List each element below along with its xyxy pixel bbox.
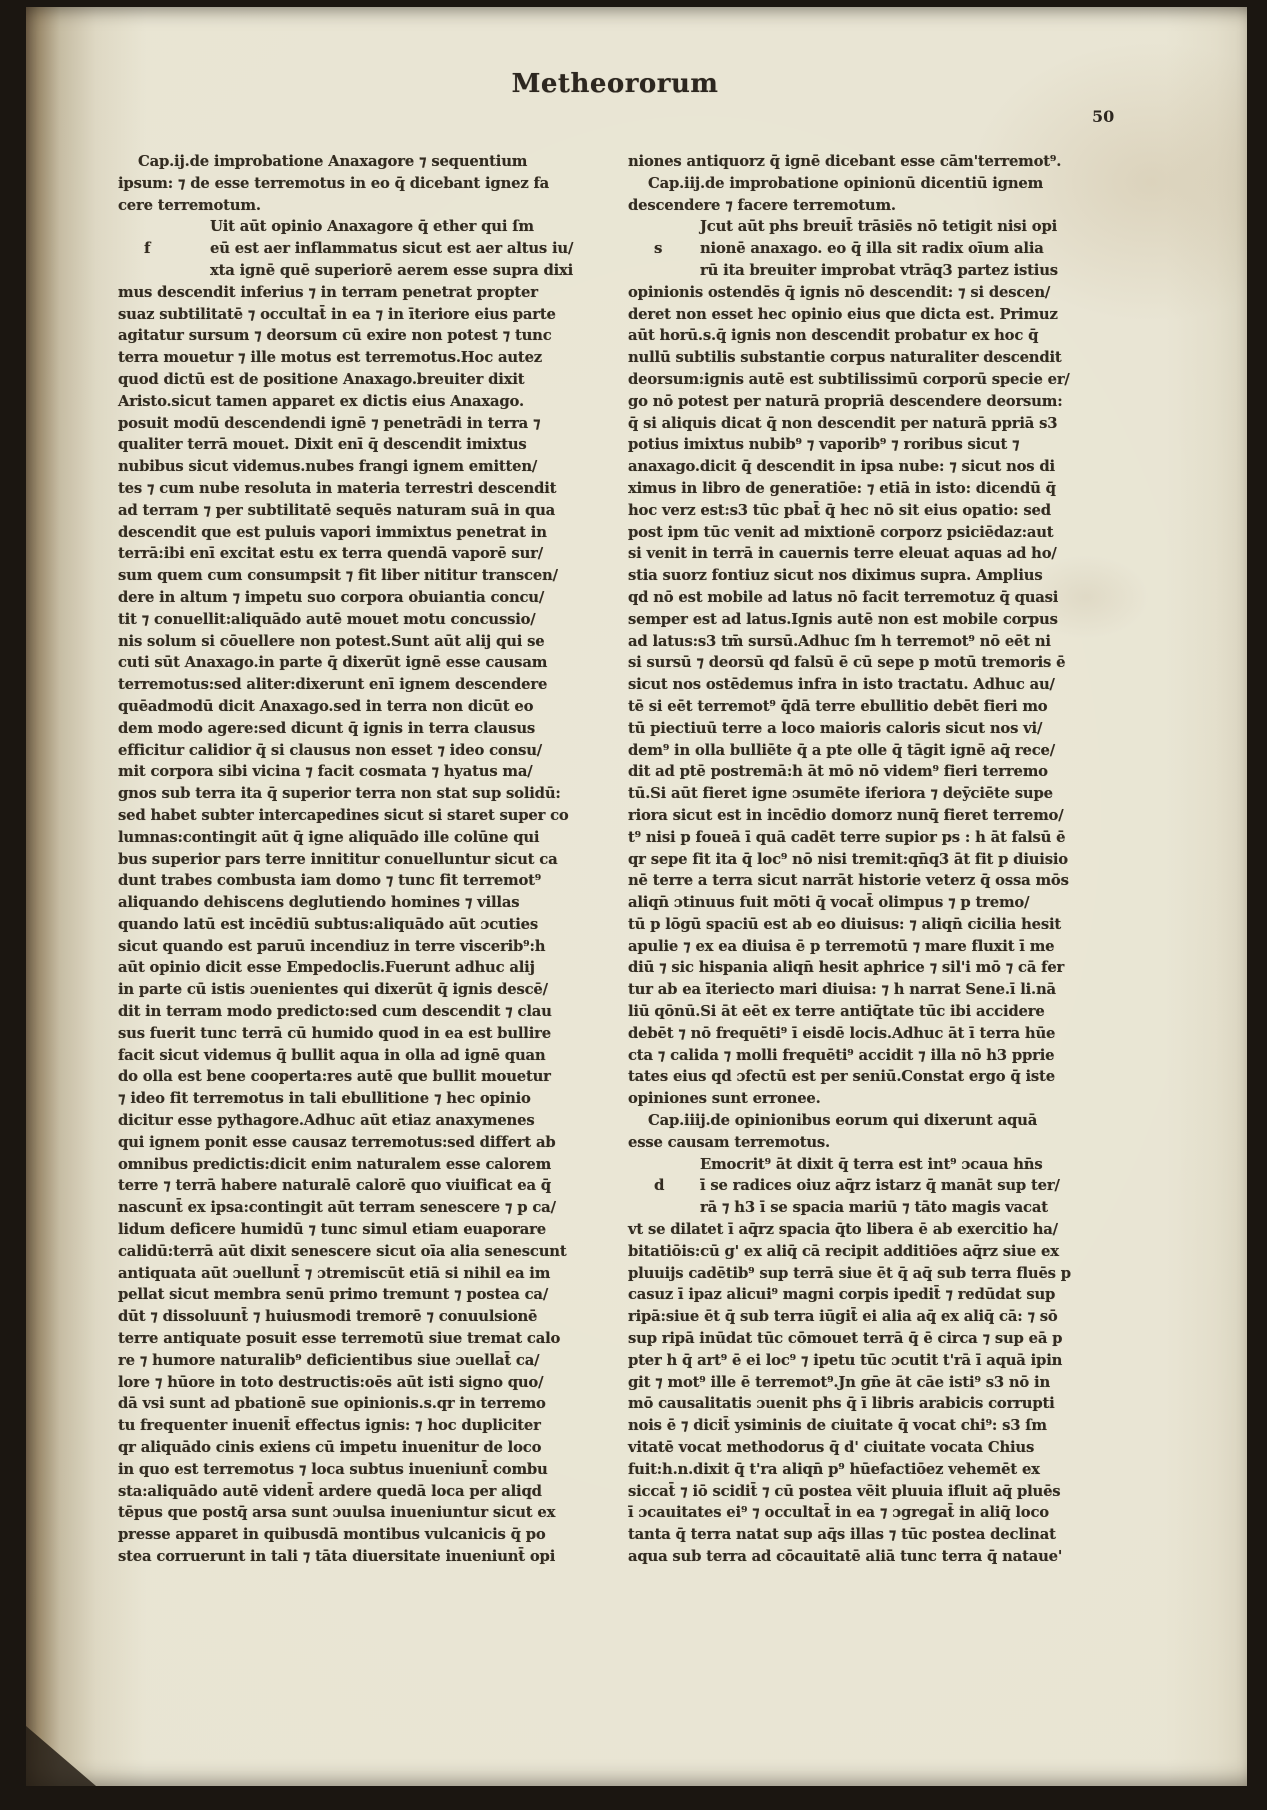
line-text: lumnas:contingit aūt q̄ igne aliquādo ille colūne qui xyxy=(118,828,540,846)
line-text: dit ad ptē postremā:h āt mō nō videm⁹ fieri terremo xyxy=(628,763,1048,781)
text-line xyxy=(118,979,580,1001)
line-text: lore ⁊ hūore in toto destructis:oēs aūt isti signo quo/ xyxy=(118,1373,544,1391)
line-text: re ⁊ humore naturalib⁹ deficientibus siue ɔuellat̄ ca/ xyxy=(118,1351,540,1369)
initial-guide-letter: d xyxy=(654,1176,665,1195)
line-text: dem⁹ in olla bulliēte q̄ a pte olle q̄ tāgit ignē aq̄ rece/ xyxy=(628,741,1055,759)
text-line xyxy=(118,216,580,238)
text-line xyxy=(628,434,1076,456)
text-line xyxy=(118,1393,580,1415)
text-line xyxy=(628,1219,1076,1241)
line-text: facit sicut videmus q̄ bullit aqua in olla ad ignē quan xyxy=(118,1046,546,1064)
line-text: tē si eēt terremot⁹ q̄dā terre ebullitio debēt fieri mo xyxy=(628,697,1048,715)
line-text: dā vsi sunt ad pbationē sue opinionis.s.qr in terremo xyxy=(118,1395,546,1413)
line-text: tur ab ea īteriecto mari diuisa: ⁊ h narrat Sene.ī li.nā xyxy=(628,981,1056,999)
text-line xyxy=(628,696,1076,718)
line-text: quod dictū est de positione Anaxago.breuiter dixit xyxy=(118,370,525,388)
text-line xyxy=(118,740,580,762)
text-line xyxy=(118,260,580,282)
line-text: mō causalitatis ɔuenit phs q̄ ī libris arabicis corrupti xyxy=(628,1395,1055,1413)
text-line xyxy=(628,936,1076,958)
line-text: esse causam terremotus. xyxy=(628,1133,830,1151)
text-line xyxy=(628,870,1076,892)
folio-number: 50 xyxy=(1092,107,1115,126)
line-text: sup ripā inūdat tūc cōmouet terrā q̄ ē circa ⁊ sup eā p xyxy=(628,1330,1063,1348)
line-text: terre antiquate posuit esse terremotū siue tremat calo xyxy=(118,1330,561,1348)
line-text: tit ⁊ conuellit:aliquādo autē mouet motu concussio/ xyxy=(118,610,536,628)
text-line xyxy=(118,674,580,696)
line-text: si venit in terrā in cauernis terre eleuat aquas ad ho/ xyxy=(628,545,1057,563)
line-text: qr aliquādo cinis exiens cū impetu inuenitur de loco xyxy=(118,1439,542,1457)
text-line xyxy=(118,1459,580,1481)
line-text: ad latus:s3 tm̄ sursū.Adhuc ſm h terremot⁹ nō eēt ni xyxy=(628,632,1051,650)
line-text: terremotus:sed aliter:dixerunt enī ignem descendere xyxy=(118,676,548,694)
line-text: tates eius qd ɔfectū est per seniū.Constat ergo q̄ iste xyxy=(628,1068,1055,1086)
text-line xyxy=(118,151,580,173)
text-line xyxy=(118,870,580,892)
line-text: antiquata aūt ɔuellunt̄ ⁊ ɔtremiscūt etiā si nihil ea im xyxy=(118,1264,551,1282)
text-line xyxy=(628,1045,1076,1067)
text-line xyxy=(628,1459,1076,1481)
line-text: ī se radices oiuz aq̄rz istarz q̄ manāt sup ter/ xyxy=(700,1177,1060,1195)
text-line xyxy=(118,1502,580,1524)
line-text: cere terremotum. xyxy=(118,196,261,214)
line-text: ⁊ ideo fit terremotus in tali ebullitione ⁊ hec opinio xyxy=(118,1090,531,1108)
line-text: dem modo agere:sed dicunt q̄ ignis in terra clausus xyxy=(118,719,536,737)
text-line xyxy=(628,805,1076,827)
text-line xyxy=(118,1437,580,1459)
line-text: Cap.iij.de improbatione opinionū dicentiū ignem xyxy=(648,174,1044,192)
text-line xyxy=(628,631,1076,653)
text-line xyxy=(118,522,580,544)
line-text: suaz subtilitatē ⁊ occultat̄ in ea ⁊ in īteriore eius parte xyxy=(118,305,556,323)
text-line xyxy=(628,827,1076,849)
text-line xyxy=(628,1306,1076,1328)
line-text: nionē anaxago. eo q̄ illa sit radix oīum alia xyxy=(700,240,1044,258)
line-text: nis solum si cōuellere non potest.Sunt aūt alij qui se xyxy=(118,632,545,650)
line-text: liū qōnū.Si āt eēt ex terre antiq̄tate tūc ibi accidere xyxy=(628,1003,1045,1021)
line-text: rū ita breuiter improbat vtrāq3 partez istius xyxy=(700,261,1058,279)
line-text: qd nō est mobile ad latus nō facit terremotuz q̄ quasi xyxy=(628,588,1059,606)
line-text: anaxago.dicit q̄ descendit in ipsa nube: ⁊ sicut nos di xyxy=(628,458,1055,476)
text-line xyxy=(628,500,1076,522)
line-text: opiniones sunt erronee. xyxy=(628,1090,821,1108)
text-line xyxy=(628,543,1076,565)
text-line xyxy=(118,1066,580,1088)
text-line xyxy=(628,216,1076,238)
text-line xyxy=(118,609,580,631)
text-line xyxy=(628,325,1076,347)
text-line xyxy=(628,718,1076,740)
text-line xyxy=(628,761,1076,783)
line-text: qui ignem ponit esse causaz terremotus:sed differt ab xyxy=(118,1133,556,1151)
line-text: nubibus sicut videmus.nubes frangi ignem emitten/ xyxy=(118,458,538,476)
line-text: go nō potest per naturā propriā descendere deorsum: xyxy=(628,392,1063,410)
text-line xyxy=(118,1241,580,1263)
text-line xyxy=(118,1481,580,1503)
line-text: deorsum:ignis autē est subtilissimū corporū specie er/ xyxy=(628,370,1070,388)
line-text: sum quem cum consumpsit ⁊ fit liber nititur transcen/ xyxy=(118,567,558,585)
text-line xyxy=(118,1219,580,1241)
text-line xyxy=(118,1132,580,1154)
text-line xyxy=(118,805,580,827)
line-text: aūt opinio dicit esse Empedoclis.Fuerunt adhuc alij xyxy=(118,959,535,977)
line-text: qualiter terrā mouet. Dixit enī q̄ descendit imixtus xyxy=(118,436,527,454)
line-text: ximus in libro de generatiōe: ⁊ etiā in isto: dicendū q̄ xyxy=(628,479,1056,497)
line-text: tū.Si aūt fieret igne ɔsumēte iferiora ⁊ deȳciēte supe xyxy=(628,785,1053,803)
text-line xyxy=(628,260,1076,282)
text-line xyxy=(118,1023,580,1045)
line-text: git ⁊ mot⁹ ille ē terremot⁹.Jn gn̄e āt cāe isti⁹ s3 nō in xyxy=(628,1373,1051,1391)
initial-guide-letter: s xyxy=(654,239,663,258)
line-text: dunt trabes combusta iam domo ⁊ tunc fit terremot⁹ xyxy=(118,872,542,890)
text-line xyxy=(628,238,1076,260)
line-text: tēpus que postq̄ arsa sunt ɔuulsa inueniuntur sicut ex xyxy=(118,1504,556,1522)
line-text: hoc verz est:s3 tūc pbat̄ q̄ hec nō sit eius opatio: sed xyxy=(628,501,1051,519)
line-text: opinionis ostendēs q̄ ignis nō descendit: ⁊ si descen/ xyxy=(628,283,1051,301)
text-line xyxy=(118,718,580,740)
line-text: omnibus predictis:dicit enim naturalem esse calorem xyxy=(118,1155,552,1173)
text-line xyxy=(628,391,1076,413)
line-text: aqua sub terra ad cōcauitatē aliā tunc terra q̄ nataue' xyxy=(628,1548,1063,1565)
text-line xyxy=(628,1481,1076,1503)
text-line xyxy=(118,500,580,522)
line-text: do olla est bene cooperta:res autē que bullit mouetur xyxy=(118,1068,551,1086)
text-line xyxy=(118,478,580,500)
line-text: quēadmodū dicit Anaxago.sed in terra non dicūt eo xyxy=(118,697,534,715)
text-line xyxy=(118,1110,580,1132)
text-line xyxy=(628,304,1076,326)
text-line xyxy=(118,1524,580,1546)
line-text: nē terre a terra sicut narrāt historie veterz q̄ ossa mōs xyxy=(628,872,1069,890)
text-line xyxy=(628,195,1076,217)
line-text: ripā:siue ēt q̄ sub terra iūgit̄ ei alia aq̄ ex aliq̄ cā: ⁊ sō xyxy=(628,1308,1058,1326)
text-line xyxy=(628,1546,1076,1568)
line-text: Cap.ij.de improbatione Anaxagore ⁊ sequentium xyxy=(138,153,528,170)
line-text: cta ⁊ calida ⁊ molli frequēti⁹ accidit ⁊ illa nō h3 pprie xyxy=(628,1046,1055,1064)
text-line xyxy=(628,1088,1076,1110)
line-text: dūt ⁊ dissoluunt̄ ⁊ huiusmodi tremorē ⁊ conuulsionē xyxy=(118,1308,538,1326)
book-page xyxy=(26,7,1247,1786)
line-text: aūt horū.s.q̄ ignis non descendit probatur ex hoc q̄ xyxy=(628,327,1039,345)
text-line xyxy=(118,391,580,413)
text-line xyxy=(118,369,580,391)
line-text: sus fuerit tunc terrā cū humido quod in ea est bullire xyxy=(118,1024,551,1042)
text-line xyxy=(118,936,580,958)
text-line xyxy=(118,543,580,565)
text-line xyxy=(118,957,580,979)
line-text: Aristo.sicut tamen apparet ex dictis eius Anaxago. xyxy=(118,392,524,410)
line-text: pluuijs cadētib⁹ sup terrā siue ēt q̄ aq̄ sub terra fluēs p xyxy=(628,1264,1071,1282)
text-column-right xyxy=(628,151,1076,1568)
line-text: dicitur esse pythagore.Adhuc aūt etiaz anaxymenes xyxy=(118,1112,535,1130)
text-line xyxy=(628,957,1076,979)
line-text: mus descendit inferius ⁊ in terram penetrat propter xyxy=(118,283,538,301)
line-text: deret non esset hec opinio eius que dicta est. Primuz xyxy=(628,305,1058,323)
text-line xyxy=(628,151,1076,173)
text-line xyxy=(628,1524,1076,1546)
text-line xyxy=(118,565,580,587)
text-line xyxy=(118,1263,580,1285)
text-line xyxy=(118,238,580,260)
line-text: terrā:ibi enī excitat estu ex terra quendā vaporē sur/ xyxy=(118,545,543,563)
text-line xyxy=(118,892,580,914)
text-line xyxy=(628,1372,1076,1394)
line-text: ī ɔcauitates ei⁹ ⁊ occultat̄ in ea ⁊ ɔgregat̄ in aliq̄ loco xyxy=(628,1504,1049,1522)
line-text: sta:aliquādo autē vident̄ ardere quedā loca per aliqd xyxy=(118,1482,542,1500)
text-line xyxy=(628,1502,1076,1524)
text-line xyxy=(628,1066,1076,1088)
line-text: quando latū est incēdiū subtus:aliquādo aūt ɔcuties xyxy=(118,915,539,933)
text-line xyxy=(628,1437,1076,1459)
line-text: nullū subtilis substantie corpus naturaliter descendit xyxy=(628,349,1062,367)
line-text: dere in altum ⁊ impetu suo corpora obuiantia concu/ xyxy=(118,588,545,606)
text-line xyxy=(628,1110,1076,1132)
line-text: gnos sub terra ita q̄ superior terra non stat sup solidū: xyxy=(118,785,561,803)
text-line xyxy=(118,1154,580,1176)
line-text: post ipm tūc venit ad mixtionē corporz psiciēdaz:aut xyxy=(628,523,1054,541)
text-column-left xyxy=(118,151,580,1568)
text-line xyxy=(628,674,1076,696)
line-text: tes ⁊ cum nube resoluta in materia terrestri descendit xyxy=(118,479,557,497)
text-line xyxy=(628,413,1076,435)
text-line xyxy=(118,1197,580,1219)
line-text: cuti sūt Anaxago.in parte q̄ dixerūt ignē esse causam xyxy=(118,654,548,672)
text-line xyxy=(118,849,580,871)
text-line xyxy=(628,609,1076,631)
text-line xyxy=(628,1001,1076,1023)
text-line xyxy=(118,914,580,936)
line-text: Uit aūt opinio Anaxagore q̄ ether qui ſm xyxy=(210,218,534,236)
line-text: pellat sicut membra senū primo tremunt ⁊ postea ca/ xyxy=(118,1286,549,1304)
line-text: nois ē ⁊ dicit̄ ysiminis de ciuitate q̄ vocat chi⁹: s3 ſm xyxy=(628,1417,1047,1435)
line-text: lidum deficere humidū ⁊ tunc simul etiam euaporare xyxy=(118,1221,546,1239)
line-text: q̄ si aliquis dicat q̄ non descendit per naturā ppriā s3 xyxy=(628,414,1058,432)
text-line xyxy=(118,1001,580,1023)
line-text: debēt ⁊ nō frequēti⁹ ī eisdē locis.Adhuc āt ī terra hūe xyxy=(628,1024,1056,1042)
line-text: descendit que est puluis vapori immixtus penetrat in xyxy=(118,523,547,541)
line-text: tanta q̄ terra natat sup aq̄s illas ⁊ tūc postea declinat xyxy=(628,1526,1056,1544)
text-line xyxy=(628,1154,1076,1176)
line-text: bus superior pars terre innititur conuelluntur sicut ca xyxy=(118,850,558,868)
line-text: rā ⁊ h3 ī se spacia mariū ⁊ tāto magis vacat xyxy=(700,1199,1048,1217)
text-line xyxy=(118,652,580,674)
line-text: stea corruerunt in tali ⁊ tāta diuersitate inueniunt̄ opi xyxy=(118,1548,556,1565)
line-text: posuit modū descendendi ignē ⁊ penetrādi in terra ⁊ xyxy=(118,414,541,432)
text-line xyxy=(118,827,580,849)
text-line xyxy=(628,1350,1076,1372)
line-text: Cap.iiij.de opinionibus eorum qui dixerunt aquā xyxy=(648,1112,1038,1130)
initial-guide-letter: f xyxy=(144,239,151,258)
text-line xyxy=(118,1372,580,1394)
text-line xyxy=(628,979,1076,1001)
line-text: riora sicut est in incēdio domorz nunq̄ fieret terremo/ xyxy=(628,806,1064,824)
text-line xyxy=(628,1023,1076,1045)
text-line xyxy=(628,849,1076,871)
text-line xyxy=(628,1415,1076,1437)
text-line xyxy=(118,1284,580,1306)
text-line xyxy=(628,522,1076,544)
text-line xyxy=(628,565,1076,587)
line-text: tu frequenter inuenit̄ effectus ignis: ⁊ hoc dupliciter xyxy=(118,1417,541,1435)
line-text: efficitur calidior q̄ si clausus non esset ⁊ ideo consu/ xyxy=(118,741,542,759)
text-line xyxy=(118,304,580,326)
text-line xyxy=(628,1175,1076,1197)
text-line xyxy=(118,173,580,195)
line-text: pter h q̄ art⁹ ē ei loc⁹ ⁊ ipetu tūc ɔcutit t'rā ī aquā ipin xyxy=(628,1351,1063,1369)
line-text: semper est ad latus.Ignis autē non est mobile corpus xyxy=(628,610,1058,628)
line-text: casuz ī ipaz alicui⁹ magni corpis ipedit̄ ⁊ redūdat sup xyxy=(628,1286,1056,1304)
text-line xyxy=(118,696,580,718)
text-line xyxy=(118,282,580,304)
line-text: aliquando dehiscens deglutiendo homines ⁊ villas xyxy=(118,894,520,912)
text-line xyxy=(628,282,1076,304)
line-text: terra mouetur ⁊ ille motus est terremotus.Hoc autez xyxy=(118,349,542,367)
running-head: Metheororum xyxy=(511,69,719,99)
text-line xyxy=(118,783,580,805)
line-text: diū ⁊ sic hispania aliqn̄ hesit aphrice ⁊ sil'i mō ⁊ cā fer xyxy=(628,959,1065,977)
line-text: Emocrit⁹ āt dixit q̄ terra est int⁹ ɔcaua hn̄s xyxy=(700,1155,1043,1173)
text-line xyxy=(118,1328,580,1350)
text-line xyxy=(118,1546,580,1568)
text-line xyxy=(118,1088,580,1110)
text-line xyxy=(628,1263,1076,1285)
text-line xyxy=(628,369,1076,391)
line-text: agitatur sursum ⁊ deorsum cū exire non potest ⁊ tunc xyxy=(118,327,552,345)
line-text: nascunt̄ ex ipsa:contingit aūt terram senescere ⁊ p ca/ xyxy=(118,1199,556,1217)
text-line xyxy=(118,1175,580,1197)
text-line xyxy=(628,1197,1076,1219)
text-line xyxy=(118,456,580,478)
text-line xyxy=(628,456,1076,478)
text-line xyxy=(118,1045,580,1067)
line-text: tū piectiuū terre a loco maioris caloris sicut nos vi/ xyxy=(628,719,1043,737)
line-text: potius imixtus nubib⁹ ⁊ vaporib⁹ ⁊ roribus sicut ⁊ xyxy=(628,436,1020,454)
line-text: sed habet subter intercapedines sicut si staret super co xyxy=(118,806,569,824)
text-line xyxy=(628,1284,1076,1306)
line-text: xta ignē quē superiorē aerem esse supra dixi xyxy=(210,261,574,279)
text-line xyxy=(628,1241,1076,1263)
text-line xyxy=(118,434,580,456)
line-text: calidū:terrā aūt dixit senescere sicut oīa alia senescunt xyxy=(118,1242,567,1260)
line-text: ipsum: ⁊ de esse terremotus in eo q̄ dicebant ignez fa xyxy=(118,174,550,192)
line-text: aliqn̄ ɔtinuus fuit mōti q̄ vocat̄ olimpus ⁊ p tremo/ xyxy=(628,894,1030,912)
text-line xyxy=(628,1393,1076,1415)
line-text: si sursū ⁊ deorsū qd falsū ē cū sepe p motū tremoris ē xyxy=(628,654,1066,672)
line-text: terre ⁊ terrā habere naturalē calorē quo viuificat ea q̄ xyxy=(118,1177,551,1195)
line-text: t⁹ nisi p foueā ī quā cadēt terre supior ps : h āt falsū ē xyxy=(628,828,1066,846)
text-line xyxy=(628,740,1076,762)
line-text: presse apparet in quibusdā montibus vulcanicis q̄ po xyxy=(118,1526,546,1544)
line-text: descendere ⁊ facere terremotum. xyxy=(628,196,896,214)
line-text: mit corpora sibi vicina ⁊ facit cosmata ⁊ hyatus ma/ xyxy=(118,763,533,781)
text-line xyxy=(628,892,1076,914)
text-line xyxy=(628,347,1076,369)
line-text: tū p lōgū spaciū est ab eo diuisus: ⁊ aliqn̄ cicilia hesit xyxy=(628,915,1062,933)
text-line xyxy=(628,587,1076,609)
line-text: bitatiōis:cū g' ex aliq̄ cā recipit additiōes aq̄rz siue ex xyxy=(628,1242,1059,1260)
text-line xyxy=(118,761,580,783)
text-line xyxy=(118,347,580,369)
line-text: vitatē vocat methodorus q̄ d' ciuitate vocata Chius xyxy=(628,1439,1035,1457)
line-text: in parte cū istis ɔuenientes qui dixerūt q̄ ignis descē/ xyxy=(118,981,548,999)
text-line xyxy=(118,631,580,653)
text-line xyxy=(628,1328,1076,1350)
text-line xyxy=(628,783,1076,805)
text-line xyxy=(628,478,1076,500)
text-line xyxy=(628,652,1076,674)
text-line xyxy=(628,914,1076,936)
line-text: qr sepe fit ita q̄ loc⁹ nō nisi tremit:qn̄q3 āt fit p diuisio xyxy=(628,850,1068,868)
line-text: eū est aer inflammatus sicut est aer altus iu/ xyxy=(210,240,574,258)
text-line xyxy=(628,1132,1076,1154)
text-line xyxy=(628,173,1076,195)
line-text: sicut quando est paruū incendiuz in terre viscerib⁹:h xyxy=(118,937,546,955)
line-text: apulie ⁊ ex ea diuisa ē p terremotū ⁊ mare fluxit ī me xyxy=(628,937,1055,955)
line-text: vt se dilatet ī aq̄rz spacia q̄to libera ē ab exercitio ha/ xyxy=(628,1221,1058,1239)
text-line xyxy=(118,413,580,435)
text-line xyxy=(118,1306,580,1328)
line-text: in quo est terremotus ⁊ loca subtus inueniunt̄ combu xyxy=(118,1460,548,1478)
text-line xyxy=(118,1350,580,1372)
text-line xyxy=(118,1415,580,1437)
line-text: stia suorz fontiuz sicut nos diximus supra. Amplius xyxy=(628,567,1043,585)
text-line xyxy=(118,195,580,217)
text-line xyxy=(118,325,580,347)
text-line xyxy=(118,587,580,609)
line-text: dit in terram modo predicto:sed cum descendit ⁊ clau xyxy=(118,1003,552,1021)
line-text: siccat̄ ⁊ iō scidit̄ ⁊ cū postea vēit pluuia ifluit aq̄ pluēs xyxy=(628,1482,1061,1500)
line-text: ad terram ⁊ per subtilitatē sequēs naturam suā in qua xyxy=(118,501,556,519)
line-text: niones antiquorz q̄ ignē dicebant esse cām'terremot⁹. xyxy=(628,153,1062,170)
line-text: fuit:h.n.dixit q̄ t'ra aliqn̄ p⁹ hūefactiōez vehemēt ex xyxy=(628,1460,1040,1478)
line-text: sicut nos ostēdemus infra in isto tractatu. Adhuc au/ xyxy=(628,676,1055,694)
line-text: Jcut aūt phs breuit̄ trāsiēs nō tetigit nisi opi xyxy=(700,218,1058,236)
